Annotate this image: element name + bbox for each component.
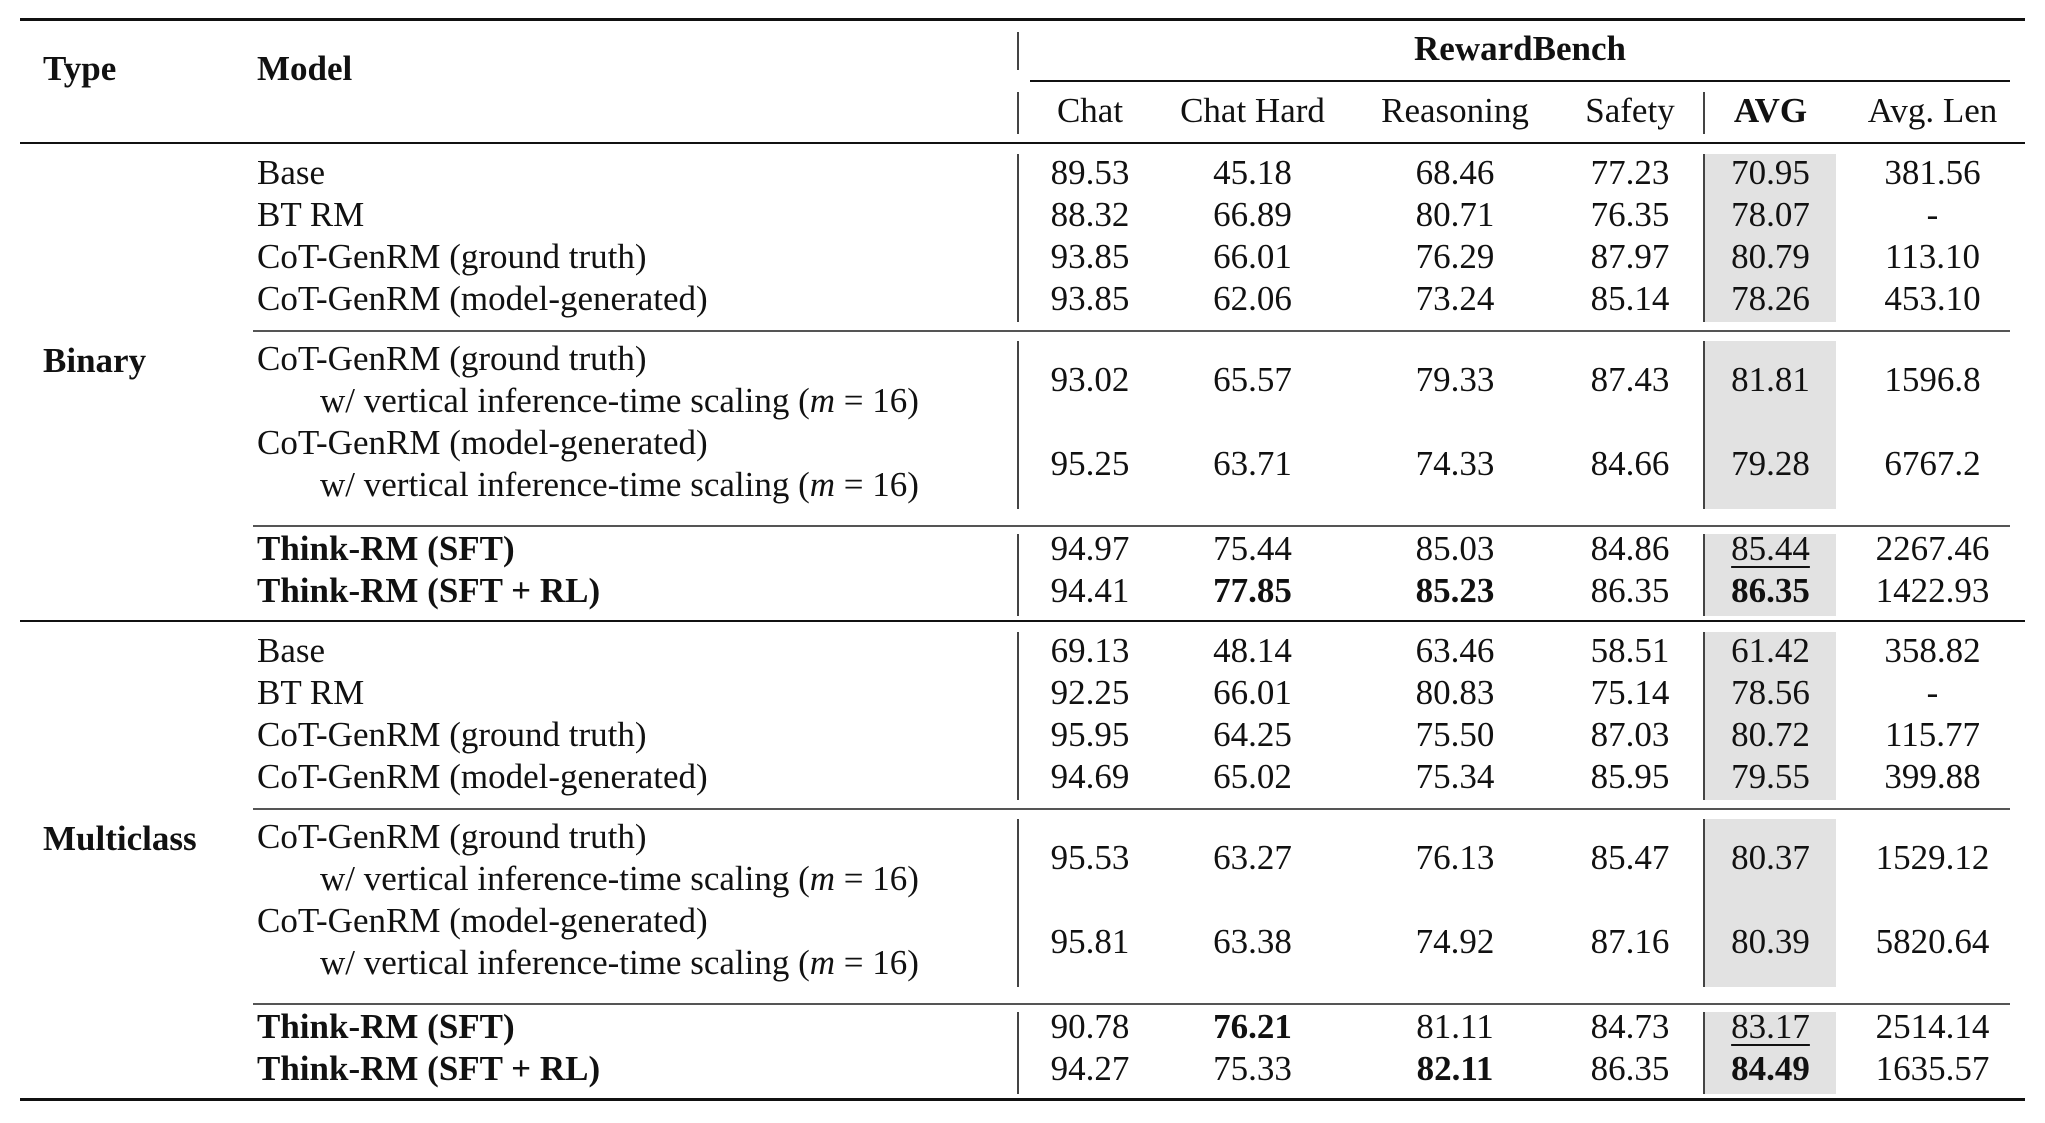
cell-avg-len: 1422.93 [1875,571,1990,610]
header-model: Model [257,49,353,88]
cell-chat: 94.97 [1050,529,1130,568]
cell-reasoning: 76.13 [1415,838,1495,877]
model-column-rule [1017,154,1019,322]
cell-safety: 86.35 [1590,571,1670,610]
cell-avg-len: 115.77 [1885,715,1980,754]
cell-chat-hard: 45.18 [1213,153,1292,192]
model-column-rule [1017,534,1019,616]
cell-reasoning: 75.34 [1415,757,1495,796]
cell-chat: 94.69 [1050,757,1130,796]
cell-avg: 61.42 [1731,631,1810,670]
cell-safety: 86.35 [1590,1049,1670,1088]
cell-chat: 93.85 [1050,237,1130,276]
model-name: CoT-GenRM (ground truth) [257,715,647,754]
cell-reasoning: 85.03 [1415,529,1495,568]
model-name: Think-RM (SFT + RL) [257,1049,601,1088]
cell-chat: 95.95 [1050,715,1130,754]
group-separator [253,330,2010,332]
group-separator [253,1003,2010,1005]
cell-safety: 87.16 [1590,922,1670,961]
model-name: CoT-GenRM (model-generated) [257,757,708,796]
cell-safety: 84.86 [1590,529,1670,568]
model-scaling-note: w/ vertical inference-time scaling (m = 16) [320,943,919,982]
header-chat-hard: Chat Hard [1180,91,1325,130]
cell-avg: 81.81 [1731,360,1810,399]
model-column-rule [1017,341,1019,509]
model-name: Think-RM (SFT) [257,529,515,568]
cell-chat-hard: 76.21 [1213,1007,1292,1046]
cell-avg-len: 399.88 [1884,757,1981,796]
header-safety: Safety [1585,91,1675,130]
cell-chat: 94.27 [1050,1049,1130,1088]
cell-avg: 78.07 [1731,195,1810,234]
cell-safety: 85.95 [1590,757,1670,796]
cell-avg: 78.26 [1731,279,1810,318]
cell-chat-hard: 65.02 [1213,757,1292,796]
cell-chat-hard: 48.14 [1213,631,1292,670]
model-column-rule [1017,32,1019,70]
model-name: CoT-GenRM (model-generated) [257,279,708,318]
group-separator [253,525,2010,527]
cell-safety: 85.47 [1590,838,1670,877]
cell-safety: 75.14 [1590,673,1670,712]
model-name: CoT-GenRM (model-generated) [257,901,708,940]
cell-chat: 95.53 [1050,838,1130,877]
cell-chat-hard: 75.33 [1213,1049,1292,1088]
cell-chat-hard: 66.01 [1213,237,1292,276]
cell-safety: 87.03 [1590,715,1670,754]
cell-avg-len: 1635.57 [1875,1049,1990,1088]
cell-chat: 69.13 [1050,631,1130,670]
cell-avg: 80.79 [1731,237,1810,276]
cell-chat: 93.85 [1050,279,1130,318]
top-rule [20,18,2025,21]
cell-reasoning: 79.33 [1415,360,1495,399]
cell-reasoning: 82.11 [1416,1049,1494,1088]
cell-reasoning: 75.50 [1415,715,1495,754]
model-name: CoT-GenRM (model-generated) [257,423,708,462]
model-scaling-note: w/ vertical inference-time scaling (m = 16) [320,859,919,898]
cell-reasoning: 74.33 [1415,444,1495,483]
model-name: Base [257,631,326,670]
model-scaling-note: w/ vertical inference-time scaling (m = 16) [320,381,919,420]
type-label-binary: Binary [43,341,147,380]
cell-chat-hard: 65.57 [1213,360,1292,399]
cell-reasoning: 74.92 [1415,922,1495,961]
cell-chat: 95.81 [1050,922,1130,961]
cell-reasoning: 73.24 [1415,279,1495,318]
type-label-multiclass: Multiclass [43,819,197,858]
model-column-rule [1017,632,1019,800]
header-avg-len: Avg. Len [1867,91,1998,130]
cell-reasoning: 68.46 [1415,153,1495,192]
cell-avg [1705,1006,1836,1048]
model-column-rule [1017,819,1019,987]
cell-avg: 86.35 [1731,571,1810,610]
model-name: CoT-GenRM (ground truth) [257,817,647,856]
cell-avg-len: 1529.12 [1875,838,1990,877]
cell-chat-hard: 75.44 [1213,529,1292,568]
cell-avg-len: 453.10 [1884,279,1981,318]
cell-avg: 80.39 [1731,922,1810,961]
cell-reasoning: 63.46 [1415,631,1495,670]
model-column-rule [1017,1012,1019,1094]
header-rewardbench: RewardBench [1414,29,1626,68]
model-name: CoT-GenRM (ground truth) [257,339,647,378]
cell-avg-len: 1596.8 [1884,360,1981,399]
model-name: BT RM [257,195,365,234]
model-column-rule [1017,92,1019,134]
cell-chat: 88.32 [1050,195,1130,234]
cell-safety: 84.73 [1590,1007,1670,1046]
cell-reasoning: 76.29 [1415,237,1495,276]
cell-safety: 87.43 [1590,360,1670,399]
cell-safety: 84.66 [1590,444,1670,483]
cell-chat: 89.53 [1050,153,1130,192]
cell-avg: 80.72 [1731,715,1810,754]
cell-chat-hard: 66.89 [1213,195,1292,234]
cell-chat: 95.25 [1050,444,1130,483]
bottom-rule [20,1098,2025,1101]
model-scaling-note: w/ vertical inference-time scaling (m = 16) [320,465,919,504]
cell-avg: 79.55 [1731,757,1810,796]
header-chat: Chat [1056,91,1124,130]
header-avg: AVG [1733,91,1808,130]
cell-chat: 93.02 [1050,360,1130,399]
cell-avg-value: 85.44 [1731,529,1810,568]
cell-chat-hard: 63.27 [1213,838,1292,877]
cell-safety: 87.97 [1590,237,1670,276]
cell-avg [1705,528,1836,570]
cell-chat: 90.78 [1050,1007,1130,1046]
cell-safety: 85.14 [1590,279,1670,318]
section-rule [20,620,2025,622]
cell-chat-hard: 77.85 [1213,571,1292,610]
group-separator [253,808,2010,810]
header-rule [20,142,2025,144]
cell-reasoning: 85.23 [1415,571,1495,610]
cell-avg: 84.49 [1731,1049,1810,1088]
cell-chat-hard: 64.25 [1213,715,1292,754]
cell-avg-len: 358.82 [1884,631,1981,670]
cell-chat-hard: 63.38 [1213,922,1292,961]
cell-avg-len: 2267.46 [1875,529,1990,568]
header-reasoning: Reasoning [1381,91,1529,130]
cell-reasoning: 81.11 [1416,1007,1494,1046]
model-name: Think-RM (SFT + RL) [257,571,601,610]
model-name: Base [257,153,326,192]
cell-avg-len: - [1926,673,1939,712]
model-name: CoT-GenRM (ground truth) [257,237,647,276]
rewardbench-underline [1030,80,2010,82]
cell-avg: 80.37 [1731,838,1810,877]
cell-avg-len: - [1926,195,1939,234]
cell-chat-hard: 66.01 [1213,673,1292,712]
cell-avg-len: 113.10 [1885,237,1980,276]
cell-avg-len: 6767.2 [1884,444,1981,483]
cell-avg-len: 381.56 [1884,153,1981,192]
model-name: BT RM [257,673,365,712]
cell-safety: 58.51 [1590,631,1670,670]
cell-chat: 92.25 [1050,673,1130,712]
model-name: Think-RM (SFT) [257,1007,515,1046]
cell-avg-len: 2514.14 [1875,1007,1990,1046]
cell-avg-value: 83.17 [1731,1007,1810,1046]
cell-safety: 76.35 [1590,195,1670,234]
cell-reasoning: 80.71 [1415,195,1495,234]
cell-chat-hard: 63.71 [1213,444,1292,483]
header-type: Type [43,49,117,88]
cell-chat: 94.41 [1050,571,1130,610]
cell-avg-len: 5820.64 [1875,922,1990,961]
cell-reasoning: 80.83 [1415,673,1495,712]
cell-chat-hard: 62.06 [1213,279,1292,318]
cell-avg: 78.56 [1731,673,1810,712]
cell-safety: 77.23 [1590,153,1670,192]
cell-avg: 79.28 [1731,444,1810,483]
cell-avg: 70.95 [1731,153,1810,192]
